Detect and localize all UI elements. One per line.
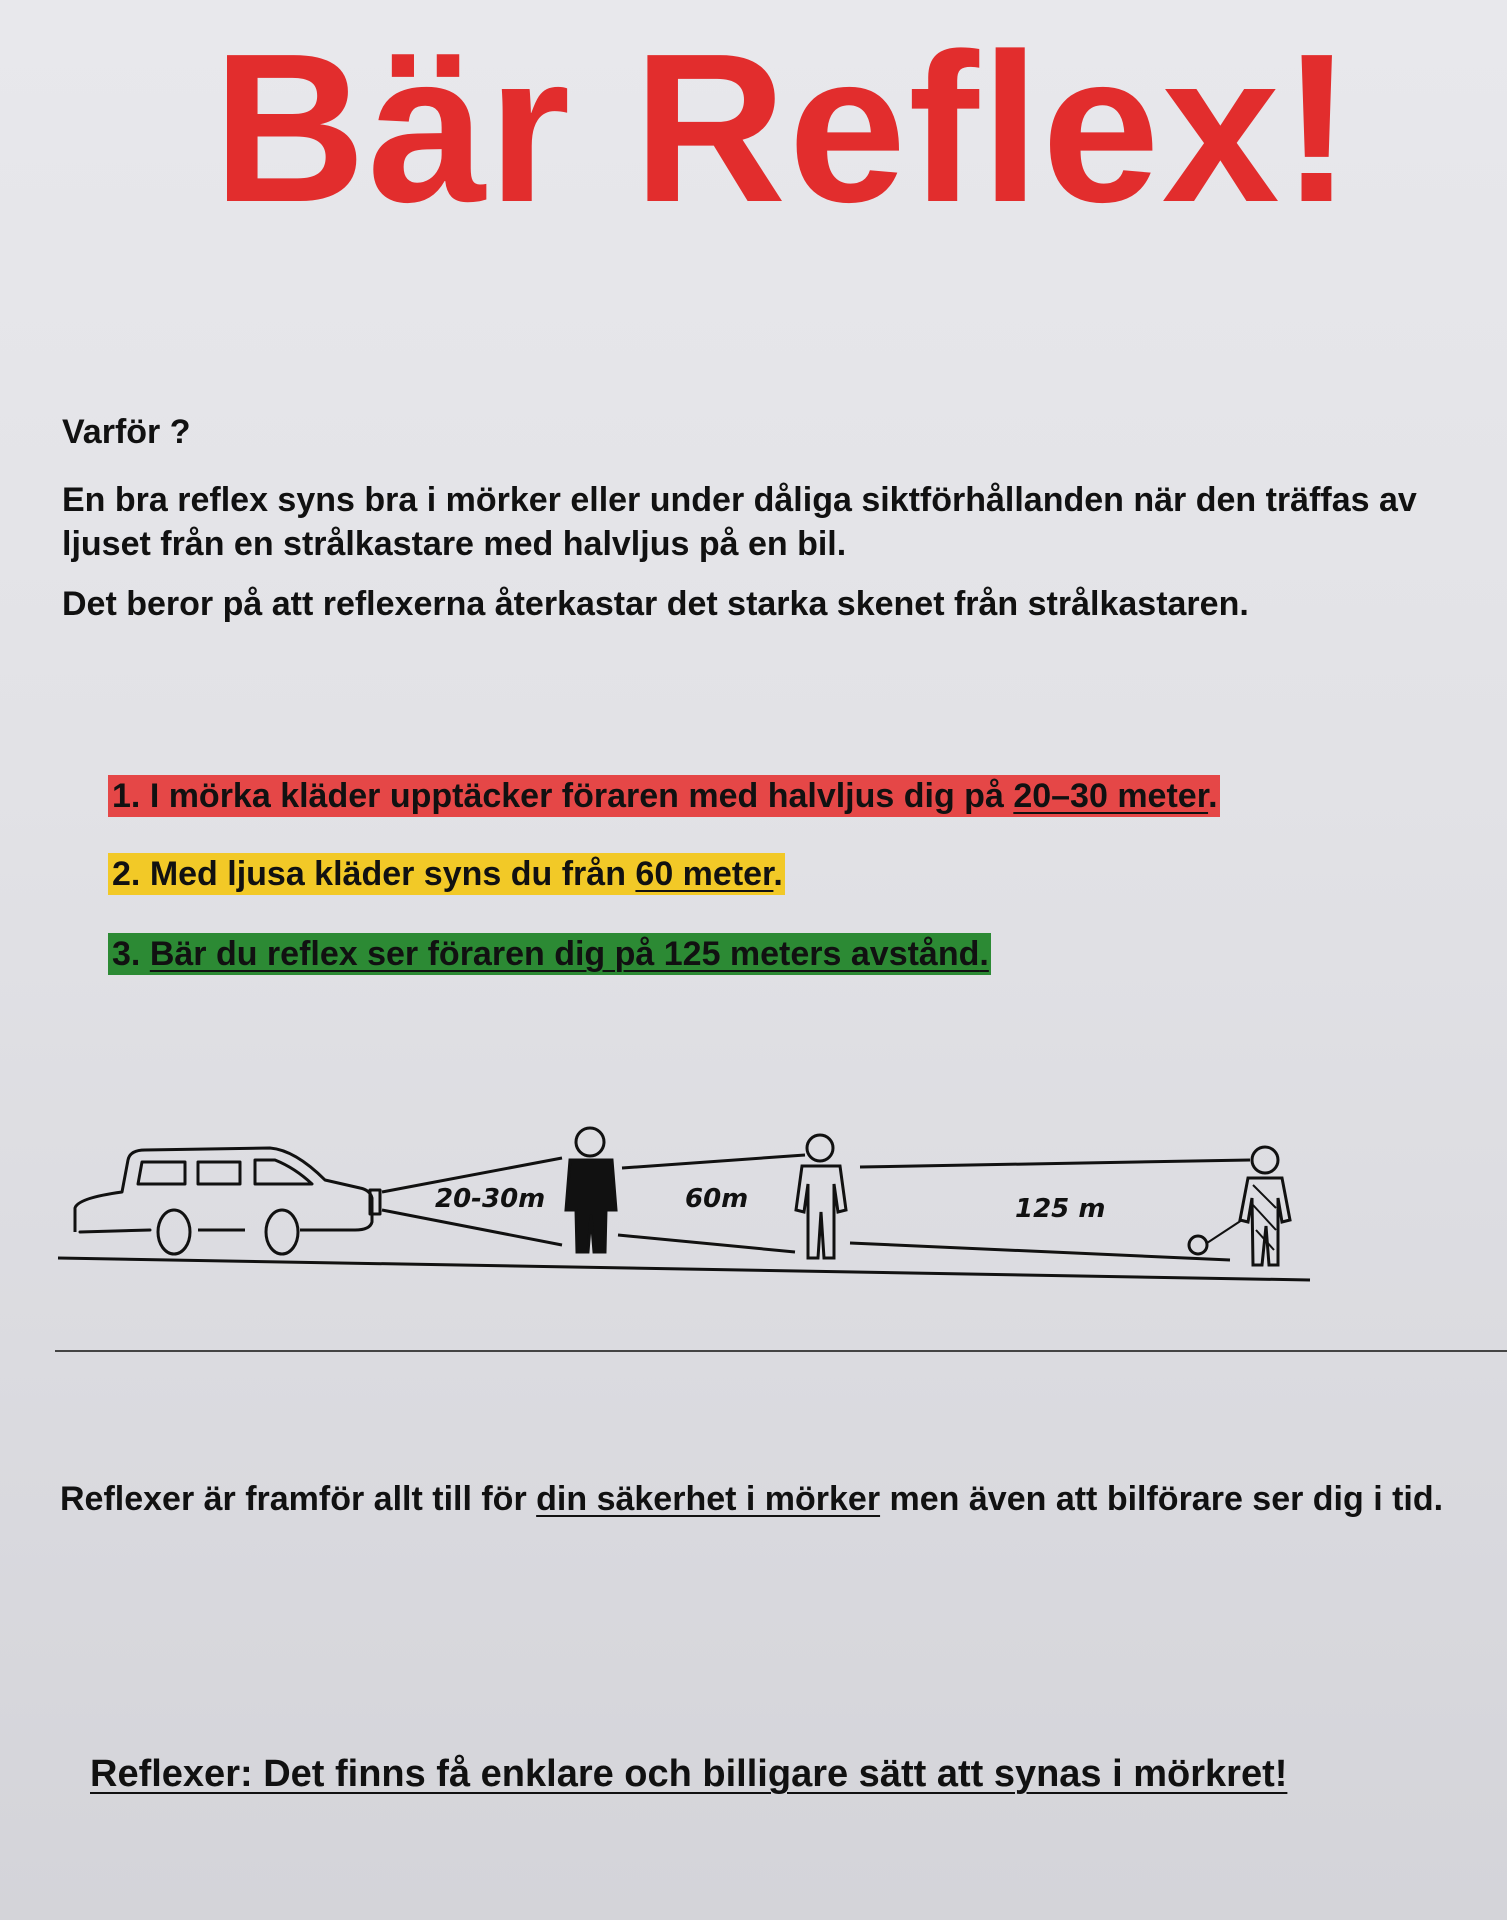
label-light-distance: 60m — [685, 1184, 749, 1214]
safety-paragraph: Reflexer är framför allt till för din säkerhet i mörker men även att bilförare ser dig i tid. — [60, 1480, 1444, 1518]
label-dark-distance: 20-30m — [435, 1184, 546, 1214]
intro-paragraph: En bra reflex syns bra i mörker eller under dåliga siktförhållanden när den träffas av ljuset från en strålkastare med halvljus på en bil. — [62, 481, 1417, 564]
point-1-dark-clothes: 1. I mörka kläder upptäcker föraren med halvljus dig på 20–30 meter. — [108, 775, 1220, 817]
closing-statement: Reflexer: Det finns få enklare och billigare sätt att synas i mörkret! — [90, 1753, 1288, 1795]
ground-line — [58, 1258, 1310, 1280]
section-heading: Varför ? — [62, 413, 191, 451]
point-3-reflex: 3. Bär du reflex ser föraren dig på 125 meters avstånd. — [108, 933, 991, 975]
divider — [55, 1350, 1507, 1352]
person-light-icon — [796, 1135, 846, 1258]
poster-title: Bär Reflex! — [212, 9, 1355, 246]
visibility-distance-diagram — [50, 1080, 1320, 1300]
person-reflex-icon — [1189, 1147, 1290, 1265]
person-dark-icon — [566, 1128, 616, 1252]
label-reflex-distance: 125 m — [1015, 1194, 1106, 1224]
point-2-light-clothes: 2. Med ljusa kläder syns du från 60 meter. — [108, 853, 785, 895]
explanation-paragraph: Det beror på att reflexerna återkastar det starka skenet från strålkastaren. — [62, 585, 1249, 623]
car-icon — [75, 1148, 380, 1254]
